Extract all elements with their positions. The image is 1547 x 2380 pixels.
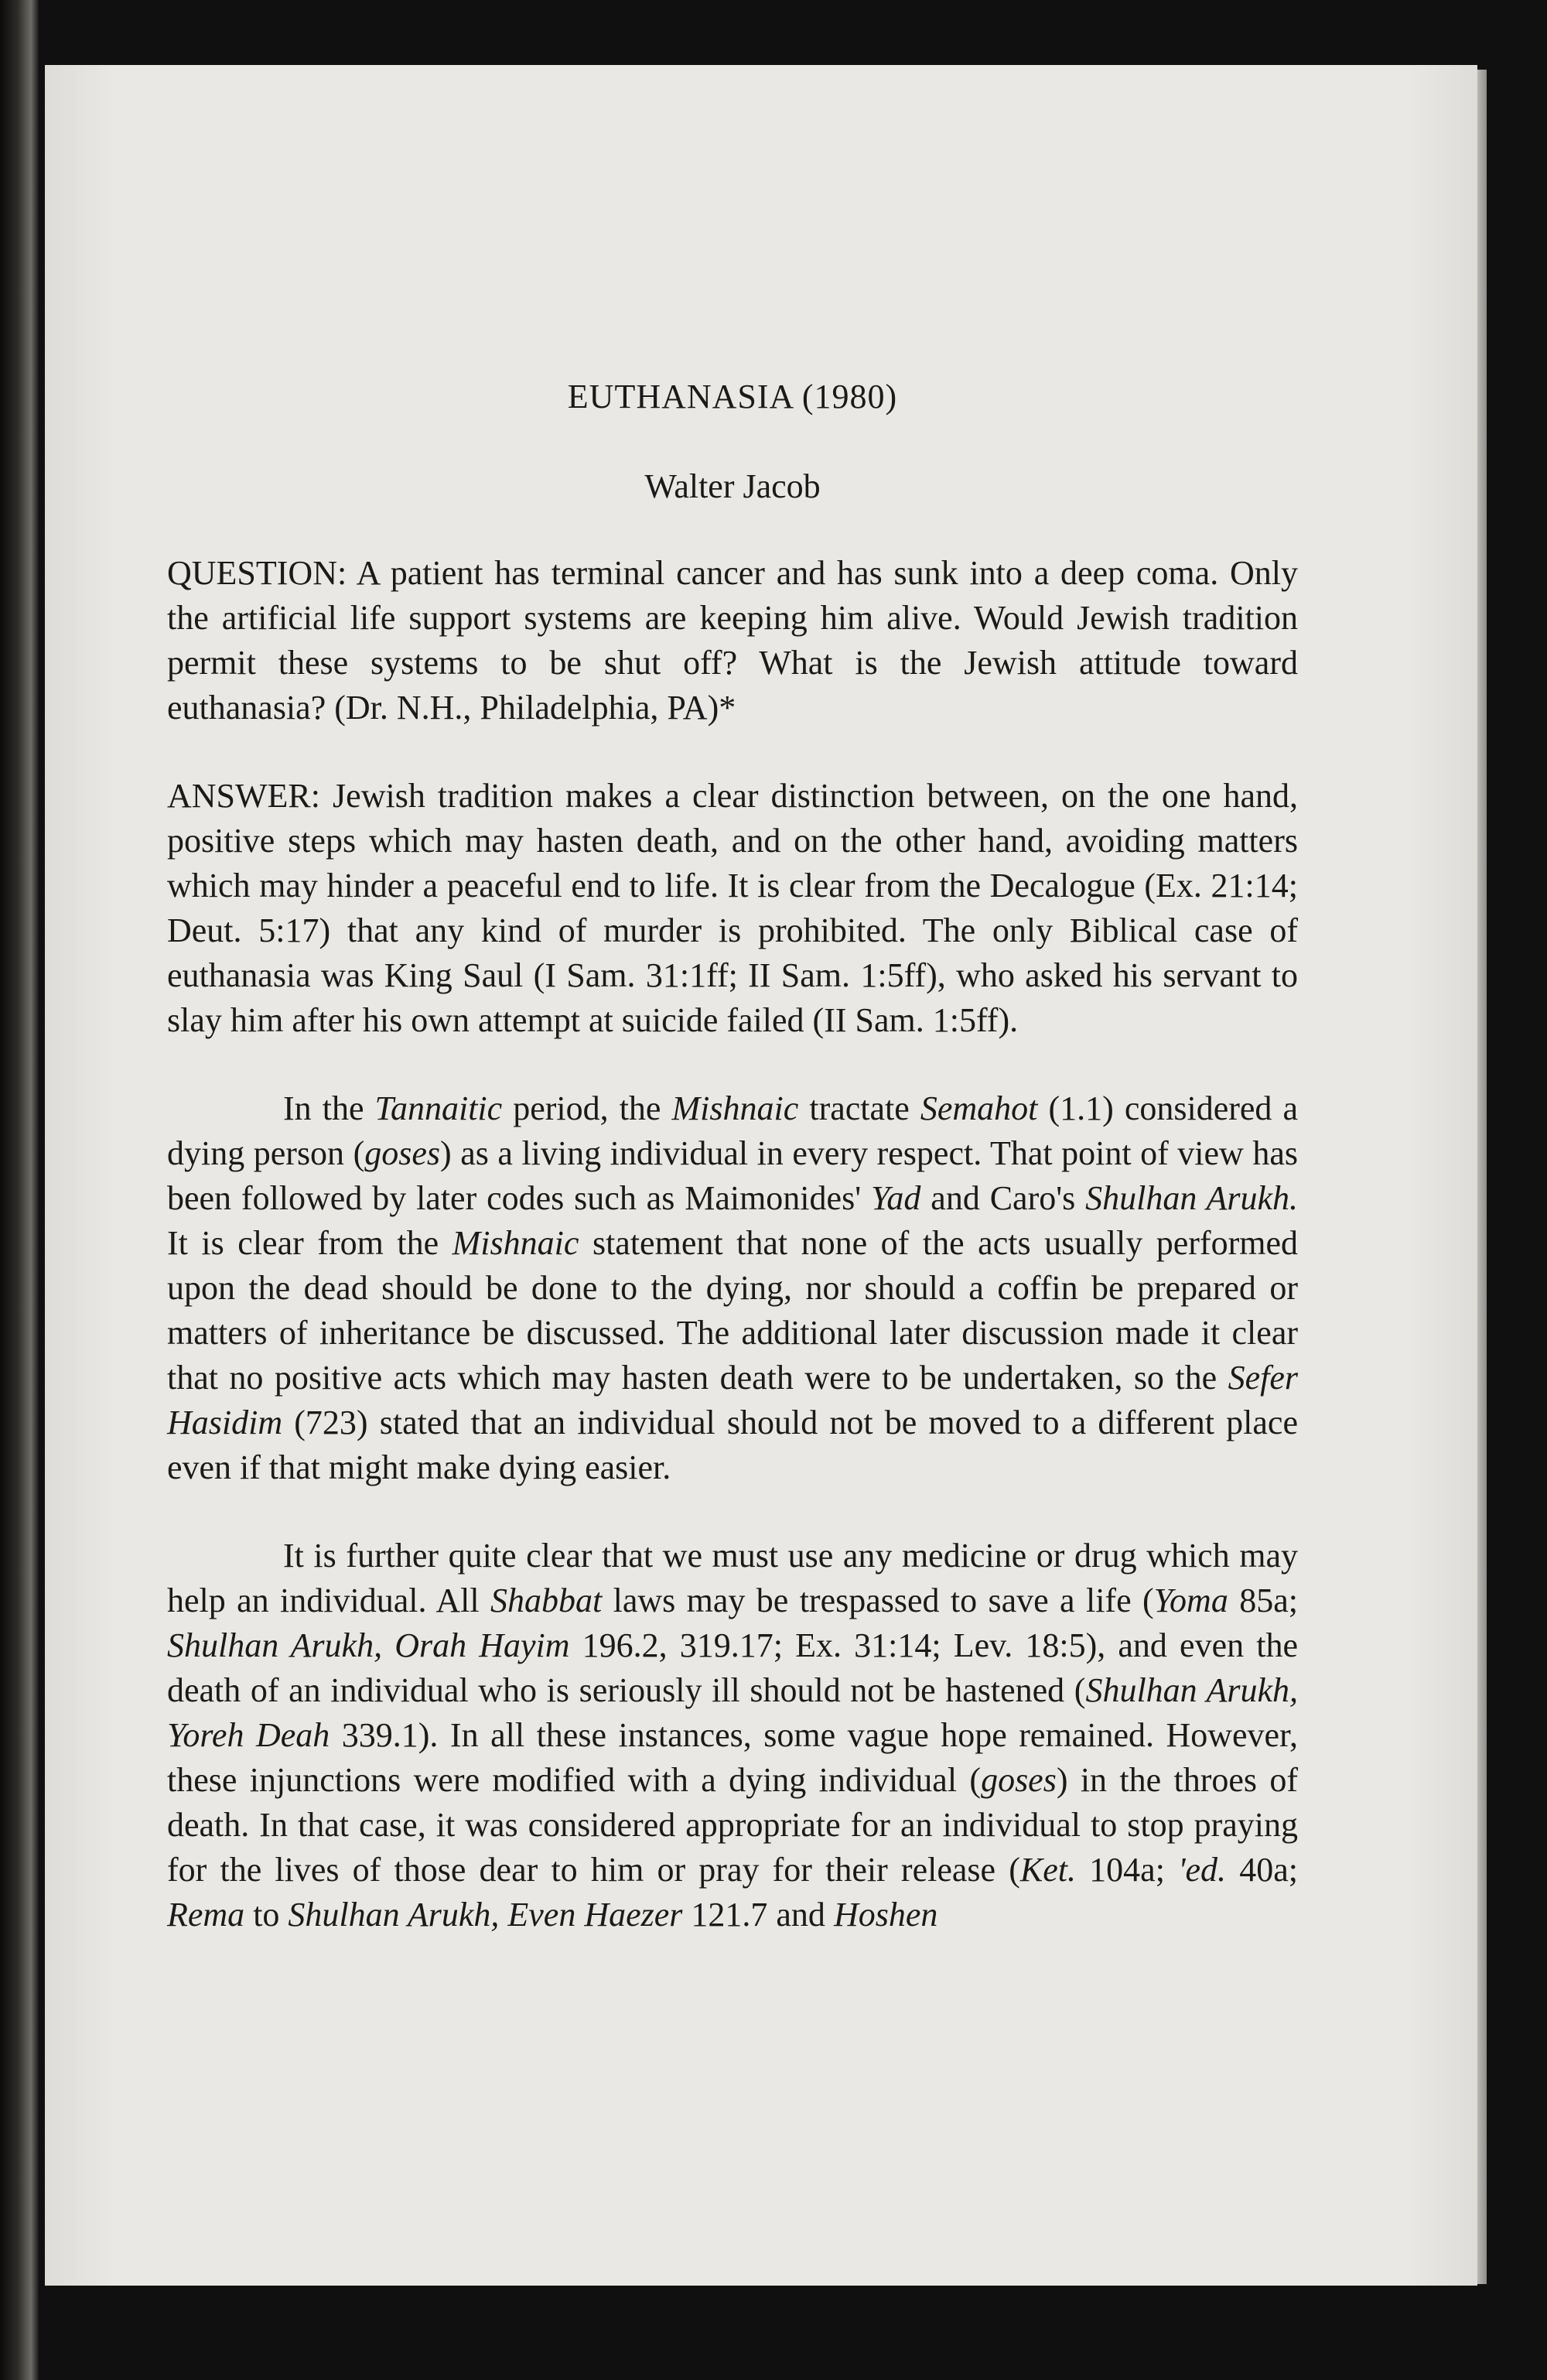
text-run: It is clear from the xyxy=(167,1224,452,1262)
text-run: In the xyxy=(283,1089,375,1127)
page-content xyxy=(167,374,1298,1981)
text-run: 104a; xyxy=(1075,1851,1179,1889)
text-run: (723) stated that an individual should not be moved to a different place even if that might make dying easier. xyxy=(167,1404,1298,1486)
italic-run: Shulhan Arukh. xyxy=(1085,1179,1299,1217)
italic-run: goses xyxy=(981,1761,1057,1799)
text-run: and Caro's xyxy=(920,1179,1086,1217)
question-label: QUESTION: xyxy=(167,554,347,592)
text-run: It is further quite clear that we must use any medicine or drug which may help an individual. All xyxy=(167,1537,1298,1619)
article-author: Walter Jacob xyxy=(644,467,821,505)
text-run: statement that none of the acts usually performed upon the dead should be done to the dying, nor should a coffin be prepared or matters of inheritance be discussed. The additional later discussion made it clear that no positive acts which may hasten death were to be undertaken, so the xyxy=(167,1224,1298,1397)
text-run: laws may be trespassed to save a life ( xyxy=(602,1582,1154,1619)
italic-run: Ket. xyxy=(1019,1851,1076,1889)
answer-paragraph xyxy=(167,774,1298,1043)
italic-run: Tannaitic xyxy=(374,1089,503,1127)
book-page xyxy=(45,65,1477,2286)
text-run: 40a; xyxy=(1226,1851,1298,1889)
italic-run: Yad xyxy=(871,1179,921,1217)
text-run: 121.7 and xyxy=(682,1896,834,1934)
answer-text: Jewish tradition makes a clear distinction between, on the one hand, positive steps which may hasten death, and on the other hand, avoiding matters which may hinder a peaceful end to life. It is clear from the Decalogue (Ex. 21:14; Deut. 5:17) that any kind of murder is prohibited. The only Biblical case of euthanasia was King Saul (I Sam. 31:1ff; II Sam. 1:5ff), who asked his servant to slay him after his own attempt at suicide failed (II Sam. 1:5ff). xyxy=(167,777,1298,1039)
text-run: period, the xyxy=(502,1089,672,1127)
italic-run: Rema xyxy=(167,1896,245,1934)
book-gutter xyxy=(0,0,39,2380)
italic-run: goses xyxy=(364,1134,441,1172)
text-run: 339.1). In all these instances, some vague hope remained. However, these injunctions were modified with a dying individual ( xyxy=(167,1716,1298,1799)
italic-run: Sefer Hasidim xyxy=(167,1359,1298,1441)
italic-run: 'ed. xyxy=(1178,1851,1227,1889)
italic-run: Shulhan Arukh, Orah Hayim xyxy=(167,1626,570,1664)
text-run: 196.2, 319.17; Ex. 31:14; Lev. 18:5), and even the death of an individual who is seriously ill should not be hastened ( xyxy=(167,1626,1298,1709)
italic-run: Hoshen xyxy=(833,1896,938,1934)
italic-run: Shulhan Arukh, Yoreh Deah xyxy=(167,1671,1298,1754)
answer-label: ANSWER: xyxy=(167,777,320,815)
italic-run: Yoma xyxy=(1153,1582,1228,1619)
paragraph-tannaitic xyxy=(167,1086,1298,1490)
question-paragraph xyxy=(167,551,1298,730)
text-run: ) in the throes of death. In that case, it was considered appropriate for an individual to stop praying for the lives of those dear to him or pray for their release ( xyxy=(167,1761,1299,1889)
text-run: ) as a living individual in every respect. That point of view has been followed by later codes such as Maimonides' xyxy=(167,1134,1298,1217)
article-title: EUTHANASIA (1980) xyxy=(567,378,898,415)
text-run: tractate xyxy=(798,1089,920,1127)
italic-run: Shulhan Arukh, Even Haezer xyxy=(288,1896,683,1934)
question-text: A patient has terminal cancer and has sunk into a deep coma. Only the artificial life support systems are keeping him alive. Would Jewish tradition permit these systems to be shut off? What is the Jewish attitude toward euthanasia? (Dr. N.H., Philadelphia, PA)* xyxy=(167,554,1298,727)
text-run: 85a; xyxy=(1228,1582,1298,1619)
italic-run: Shabbat xyxy=(490,1582,603,1619)
paragraph-medicine xyxy=(167,1534,1298,1937)
italic-run: Mishnaic xyxy=(452,1224,579,1262)
text-run: to xyxy=(244,1896,289,1934)
italic-run: Mishnaic xyxy=(671,1089,799,1127)
italic-run: Semahot xyxy=(920,1089,1038,1127)
text-run: (1.1) considered a dying person ( xyxy=(167,1089,1298,1172)
